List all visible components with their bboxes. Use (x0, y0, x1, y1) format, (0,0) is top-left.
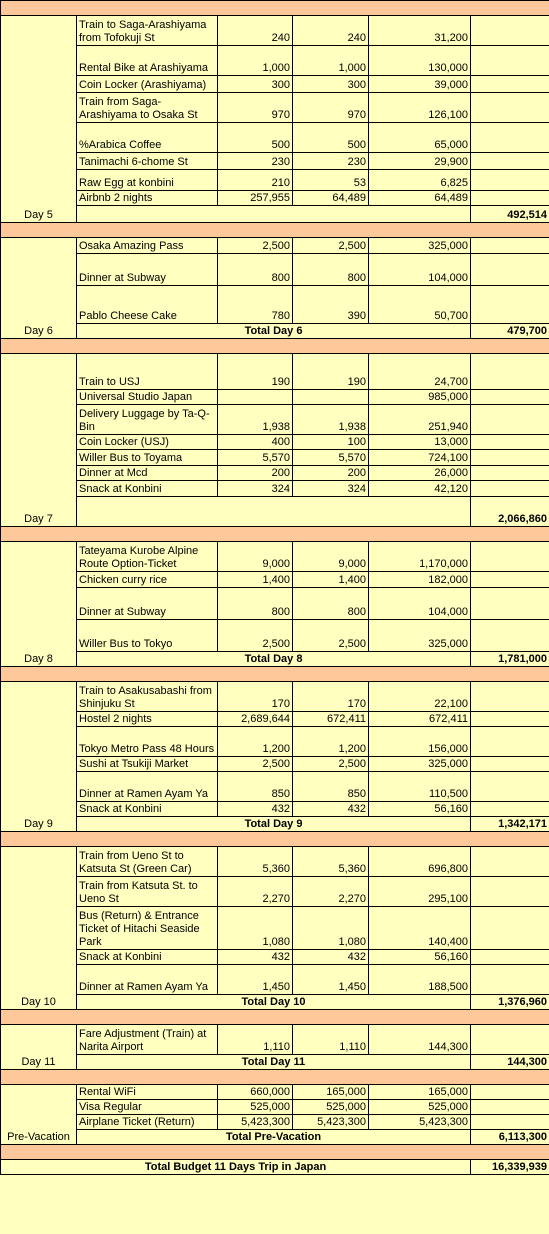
grand-total-row (1, 1160, 549, 1175)
total-column-cell (471, 405, 549, 435)
converted-amount-cell: 50,700 (369, 286, 471, 324)
amount-cell: 1,400 (218, 572, 293, 588)
subtotal-row (1, 995, 549, 1010)
subtotal-label: Total Day 9 (77, 817, 471, 832)
expense-description: Train to Asakusabashi from Shinjuku St (77, 682, 218, 712)
amount-cell: 525,000 (218, 1100, 293, 1115)
expense-description: Dinner at Subway (77, 588, 218, 620)
total-column-cell (471, 191, 549, 206)
expense-row (1, 712, 549, 727)
expense-row (1, 354, 549, 390)
expense-row (1, 170, 549, 191)
expense-row (1, 435, 549, 450)
amount-cell: 2,500 (218, 238, 293, 254)
amount-cell: 970 (218, 93, 293, 123)
day-label: Pre-Vacation (1, 1085, 77, 1145)
amount-per-person-cell: 800 (293, 588, 369, 620)
amount-cell: 240 (218, 16, 293, 46)
subtotal-row (1, 1130, 549, 1145)
total-column-cell (471, 712, 549, 727)
converted-amount-cell: 39,000 (369, 76, 471, 93)
total-column-cell (471, 76, 549, 93)
amount-per-person-cell: 1,200 (293, 727, 369, 757)
converted-amount-cell: 144,300 (369, 1025, 471, 1055)
converted-amount-cell: 325,000 (369, 757, 471, 772)
converted-amount-cell: 110,500 (369, 772, 471, 802)
converted-amount-cell: 31,200 (369, 16, 471, 46)
expense-row (1, 238, 549, 254)
expense-row (1, 1085, 549, 1100)
grand-total-label: Total Budget 11 Days Trip in Japan (1, 1160, 471, 1175)
total-column-cell (471, 542, 549, 572)
converted-amount-cell: 140,400 (369, 907, 471, 950)
separator-row (1, 1145, 549, 1160)
expense-description: Snack at Konbini (77, 802, 218, 817)
amount-cell: 2,689,644 (218, 712, 293, 727)
separator-band (1, 1070, 549, 1085)
expense-row (1, 481, 549, 497)
amount-cell: 432 (218, 950, 293, 965)
amount-per-person-cell: 800 (293, 254, 369, 286)
total-column-cell (471, 847, 549, 877)
total-column-cell (471, 254, 549, 286)
amount-cell: 5,423,300 (218, 1115, 293, 1130)
total-column-cell (471, 682, 549, 712)
amount-per-person-cell: 500 (293, 123, 369, 153)
expense-description: Universal Studio Japan (77, 390, 218, 405)
amount-cell: 800 (218, 588, 293, 620)
subtotal-label: Total Pre-Vacation (77, 1130, 471, 1145)
amount-per-person-cell: 432 (293, 950, 369, 965)
converted-amount-cell: 104,000 (369, 254, 471, 286)
converted-amount-cell: 130,000 (369, 46, 471, 76)
amount-per-person-cell: 2,500 (293, 620, 369, 652)
expense-description: Train from Ueno St to Katsuta St (Green Car) (77, 847, 218, 877)
subtotal-row (1, 817, 549, 832)
converted-amount-cell: 26,000 (369, 466, 471, 481)
amount-cell: 1,938 (218, 405, 293, 435)
amount-cell: 1,450 (218, 965, 293, 995)
amount-cell: 170 (218, 682, 293, 712)
expense-description: Coin Locker (USJ) (77, 435, 218, 450)
separator-band (1, 832, 549, 847)
converted-amount-cell: 985,000 (369, 390, 471, 405)
amount-cell: 2,500 (218, 757, 293, 772)
subtotal-row (1, 206, 549, 223)
day-label: Day 7 (1, 354, 77, 527)
expense-description: Coin Locker (Arashiyama) (77, 76, 218, 93)
separator-row (1, 832, 549, 847)
separator-band (1, 527, 549, 542)
expense-description: Dinner at Mcd (77, 466, 218, 481)
total-column-cell (471, 93, 549, 123)
converted-amount-cell: 672,411 (369, 712, 471, 727)
total-column-cell (471, 1085, 549, 1100)
amount-per-person-cell: 1,110 (293, 1025, 369, 1055)
converted-amount-cell: 5,423,300 (369, 1115, 471, 1130)
amount-cell: 2,270 (218, 877, 293, 907)
converted-amount-cell: 64,489 (369, 191, 471, 206)
amount-per-person-cell: 2,270 (293, 877, 369, 907)
separator-row (1, 339, 549, 354)
total-column-cell (471, 1100, 549, 1115)
expense-description: Dinner at Subway (77, 254, 218, 286)
total-column-cell (471, 877, 549, 907)
expense-row (1, 907, 549, 950)
subtotal-value: 6,113,300 (471, 1130, 549, 1145)
expense-row (1, 682, 549, 712)
converted-amount-cell: 29,900 (369, 153, 471, 170)
amount-per-person-cell: 100 (293, 435, 369, 450)
expense-description: Delivery Luggage by Ta-Q-Bin (77, 405, 218, 435)
amount-per-person-cell: 5,570 (293, 450, 369, 466)
subtotal-label: Total Day 8 (77, 652, 471, 667)
separator-band (1, 223, 549, 238)
amount-cell: 400 (218, 435, 293, 450)
amount-cell: 1,110 (218, 1025, 293, 1055)
expense-description: %Arabica Coffee (77, 123, 218, 153)
total-column-cell (471, 481, 549, 497)
expense-row (1, 847, 549, 877)
converted-amount-cell: 24,700 (369, 354, 471, 390)
total-column-cell (471, 620, 549, 652)
day-label: Day 11 (1, 1025, 77, 1070)
expense-row (1, 191, 549, 206)
day-label: Day 10 (1, 847, 77, 1010)
total-column-cell (471, 354, 549, 390)
expense-row (1, 877, 549, 907)
amount-cell: 230 (218, 153, 293, 170)
day-label: Day 9 (1, 682, 77, 832)
subtotal-label: Total Day 10 (77, 995, 471, 1010)
amount-per-person-cell: 240 (293, 16, 369, 46)
total-column-cell (471, 965, 549, 995)
expense-description: Train to USJ (77, 354, 218, 390)
amount-per-person-cell: 1,080 (293, 907, 369, 950)
expense-description: Snack at Konbini (77, 950, 218, 965)
expense-row (1, 254, 549, 286)
expense-description: Tokyo Metro Pass 48 Hours (77, 727, 218, 757)
subtotal-row (1, 1055, 549, 1070)
separator-row (1, 223, 549, 238)
subtotal-row (1, 652, 549, 667)
amount-cell: 5,360 (218, 847, 293, 877)
total-column-cell (471, 1115, 549, 1130)
subtotal-label: Total Day 11 (77, 1055, 471, 1070)
total-column-cell (471, 46, 549, 76)
subtotal-label (77, 497, 471, 527)
expense-description: Snack at Konbini (77, 481, 218, 497)
amount-per-person-cell: 165,000 (293, 1085, 369, 1100)
amount-per-person-cell: 1,450 (293, 965, 369, 995)
amount-cell: 190 (218, 354, 293, 390)
amount-per-person-cell: 300 (293, 76, 369, 93)
expense-description: Airplane Ticket (Return) (77, 1115, 218, 1130)
amount-cell: 210 (218, 170, 293, 191)
total-column-cell (471, 123, 549, 153)
total-column-cell (471, 16, 549, 46)
expense-description: Hostel 2 nights (77, 712, 218, 727)
total-column-cell (471, 450, 549, 466)
expense-description: Tateyama Kurobe Alpine Route Option-Ticket (77, 542, 218, 572)
amount-cell: 850 (218, 772, 293, 802)
amount-per-person-cell: 200 (293, 466, 369, 481)
amount-cell: 1,000 (218, 46, 293, 76)
expense-description: Osaka Amazing Pass (77, 238, 218, 254)
total-column-cell (471, 153, 549, 170)
day-label: Day 8 (1, 542, 77, 667)
expense-description: Airbnb 2 nights (77, 191, 218, 206)
expense-description: Fare Adjustment (Train) at Narita Airport (77, 1025, 218, 1055)
expense-description: Willer Bus to Toyama (77, 450, 218, 466)
grand-total-value: 16,339,939 (471, 1160, 549, 1175)
amount-cell: 780 (218, 286, 293, 324)
expense-row (1, 390, 549, 405)
expense-row (1, 965, 549, 995)
converted-amount-cell: 42,120 (369, 481, 471, 497)
converted-amount-cell: 325,000 (369, 238, 471, 254)
total-column-cell (471, 466, 549, 481)
expense-row (1, 620, 549, 652)
converted-amount-cell: 525,000 (369, 1100, 471, 1115)
expense-row (1, 1025, 549, 1055)
expense-row (1, 405, 549, 435)
separator-band (1, 339, 549, 354)
converted-amount-cell: 188,500 (369, 965, 471, 995)
expense-description: Rental WiFi (77, 1085, 218, 1100)
total-column-cell (471, 1025, 549, 1055)
converted-amount-cell: 56,160 (369, 950, 471, 965)
converted-amount-cell: 22,100 (369, 682, 471, 712)
subtotal-row (1, 497, 549, 527)
expense-description: Pablo Cheese Cake (77, 286, 218, 324)
day-label: Day 6 (1, 238, 77, 339)
subtotal-row (1, 324, 549, 339)
total-column-cell (471, 757, 549, 772)
amount-cell: 324 (218, 481, 293, 497)
total-column-cell (471, 435, 549, 450)
expense-description: Visa Regular (77, 1100, 218, 1115)
separator-band (1, 1145, 549, 1160)
converted-amount-cell: 1,170,000 (369, 542, 471, 572)
expense-row (1, 1115, 549, 1130)
expense-row (1, 757, 549, 772)
expense-row (1, 76, 549, 93)
subtotal-value: 1,376,960 (471, 995, 549, 1010)
total-column-cell (471, 286, 549, 324)
expense-description: Bus (Return) & Entrance Ticket of Hitachi Seaside Park (77, 907, 218, 950)
amount-cell: 9,000 (218, 542, 293, 572)
subtotal-label: Total Day 6 (77, 324, 471, 339)
converted-amount-cell: 724,100 (369, 450, 471, 466)
expense-description: Tanimachi 6-chome St (77, 153, 218, 170)
amount-per-person-cell: 64,489 (293, 191, 369, 206)
amount-cell: 1,200 (218, 727, 293, 757)
converted-amount-cell: 295,100 (369, 877, 471, 907)
expense-row (1, 572, 549, 588)
amount-per-person-cell: 1,000 (293, 46, 369, 76)
total-column-cell (471, 907, 549, 950)
subtotal-value: 1,342,171 (471, 817, 549, 832)
converted-amount-cell: 696,800 (369, 847, 471, 877)
subtotal-value: 492,514 (471, 206, 549, 223)
subtotal-value: 479,700 (471, 324, 549, 339)
amount-per-person-cell: 170 (293, 682, 369, 712)
total-column-cell (471, 588, 549, 620)
subtotal-value: 2,066,860 (471, 497, 549, 527)
total-column-cell (471, 772, 549, 802)
separator-band (1, 667, 549, 682)
converted-amount-cell: 104,000 (369, 588, 471, 620)
separator-row (1, 667, 549, 682)
separator-band (1, 1010, 549, 1025)
day-label: Day 5 (1, 16, 77, 223)
converted-amount-cell: 182,000 (369, 572, 471, 588)
converted-amount-cell: 6,825 (369, 170, 471, 191)
total-column-cell (471, 238, 549, 254)
amount-per-person-cell: 2,500 (293, 238, 369, 254)
expense-row (1, 46, 549, 76)
expense-row (1, 1100, 549, 1115)
total-column-cell (471, 572, 549, 588)
amount-per-person-cell: 970 (293, 93, 369, 123)
expense-row (1, 123, 549, 153)
expense-row (1, 16, 549, 46)
converted-amount-cell: 56,160 (369, 802, 471, 817)
amount-cell: 800 (218, 254, 293, 286)
amount-per-person-cell: 1,400 (293, 572, 369, 588)
expense-description: Sushi at Tsukiji Market (77, 757, 218, 772)
expense-row (1, 286, 549, 324)
expense-description: Train from Katsuta St. to Ueno St (77, 877, 218, 907)
total-column-cell (471, 727, 549, 757)
amount-cell: 200 (218, 466, 293, 481)
subtotal-label (77, 206, 471, 223)
amount-per-person-cell: 1,938 (293, 405, 369, 435)
expense-row (1, 450, 549, 466)
expense-row (1, 93, 549, 123)
subtotal-value: 1,781,000 (471, 652, 549, 667)
amount-cell: 660,000 (218, 1085, 293, 1100)
converted-amount-cell: 251,940 (369, 405, 471, 435)
amount-per-person-cell: 672,411 (293, 712, 369, 727)
total-column-cell (471, 170, 549, 191)
amount-per-person-cell: 432 (293, 802, 369, 817)
expense-row (1, 466, 549, 481)
expense-row (1, 950, 549, 965)
budget-sheet-body (1, 1, 549, 1175)
expense-row (1, 772, 549, 802)
converted-amount-cell: 165,000 (369, 1085, 471, 1100)
expense-row (1, 802, 549, 817)
amount-cell: 257,955 (218, 191, 293, 206)
separator-band (1, 1, 549, 16)
amount-cell: 432 (218, 802, 293, 817)
expense-row (1, 588, 549, 620)
expense-description: Dinner at Ramen Ayam Ya (77, 965, 218, 995)
subtotal-value: 144,300 (471, 1055, 549, 1070)
amount-cell: 1,080 (218, 907, 293, 950)
expense-row (1, 542, 549, 572)
total-column-cell (471, 802, 549, 817)
amount-per-person-cell: 850 (293, 772, 369, 802)
amount-cell: 5,570 (218, 450, 293, 466)
expense-description: Train to Saga-Arashiyama from Tofokuji St (77, 16, 218, 46)
amount-per-person-cell: 5,423,300 (293, 1115, 369, 1130)
separator-row (1, 1, 549, 16)
expense-description: Dinner at Ramen Ayam Ya (77, 772, 218, 802)
expense-row (1, 727, 549, 757)
separator-row (1, 1010, 549, 1025)
amount-per-person-cell: 5,360 (293, 847, 369, 877)
amount-cell: 2,500 (218, 620, 293, 652)
amount-per-person-cell (293, 390, 369, 405)
converted-amount-cell: 156,000 (369, 727, 471, 757)
amount-per-person-cell: 190 (293, 354, 369, 390)
amount-cell (218, 390, 293, 405)
amount-per-person-cell: 230 (293, 153, 369, 170)
total-column-cell (471, 950, 549, 965)
amount-cell: 300 (218, 76, 293, 93)
expense-description: Train from Saga-Arashiyama to Osaka St (77, 93, 218, 123)
expense-description: Raw Egg at konbini (77, 170, 218, 191)
total-column-cell (471, 390, 549, 405)
amount-per-person-cell: 2,500 (293, 757, 369, 772)
expense-description: Willer Bus to Tokyo (77, 620, 218, 652)
amount-per-person-cell: 324 (293, 481, 369, 497)
amount-cell: 500 (218, 123, 293, 153)
amount-per-person-cell: 390 (293, 286, 369, 324)
converted-amount-cell: 65,000 (369, 123, 471, 153)
amount-per-person-cell: 525,000 (293, 1100, 369, 1115)
expense-row (1, 153, 549, 170)
separator-row (1, 1070, 549, 1085)
converted-amount-cell: 126,100 (369, 93, 471, 123)
expense-description: Chicken curry rice (77, 572, 218, 588)
converted-amount-cell: 13,000 (369, 435, 471, 450)
amount-per-person-cell: 53 (293, 170, 369, 191)
converted-amount-cell: 325,000 (369, 620, 471, 652)
separator-row (1, 527, 549, 542)
expense-description: Rental Bike at Arashiyama (77, 46, 218, 76)
amount-per-person-cell: 9,000 (293, 542, 369, 572)
